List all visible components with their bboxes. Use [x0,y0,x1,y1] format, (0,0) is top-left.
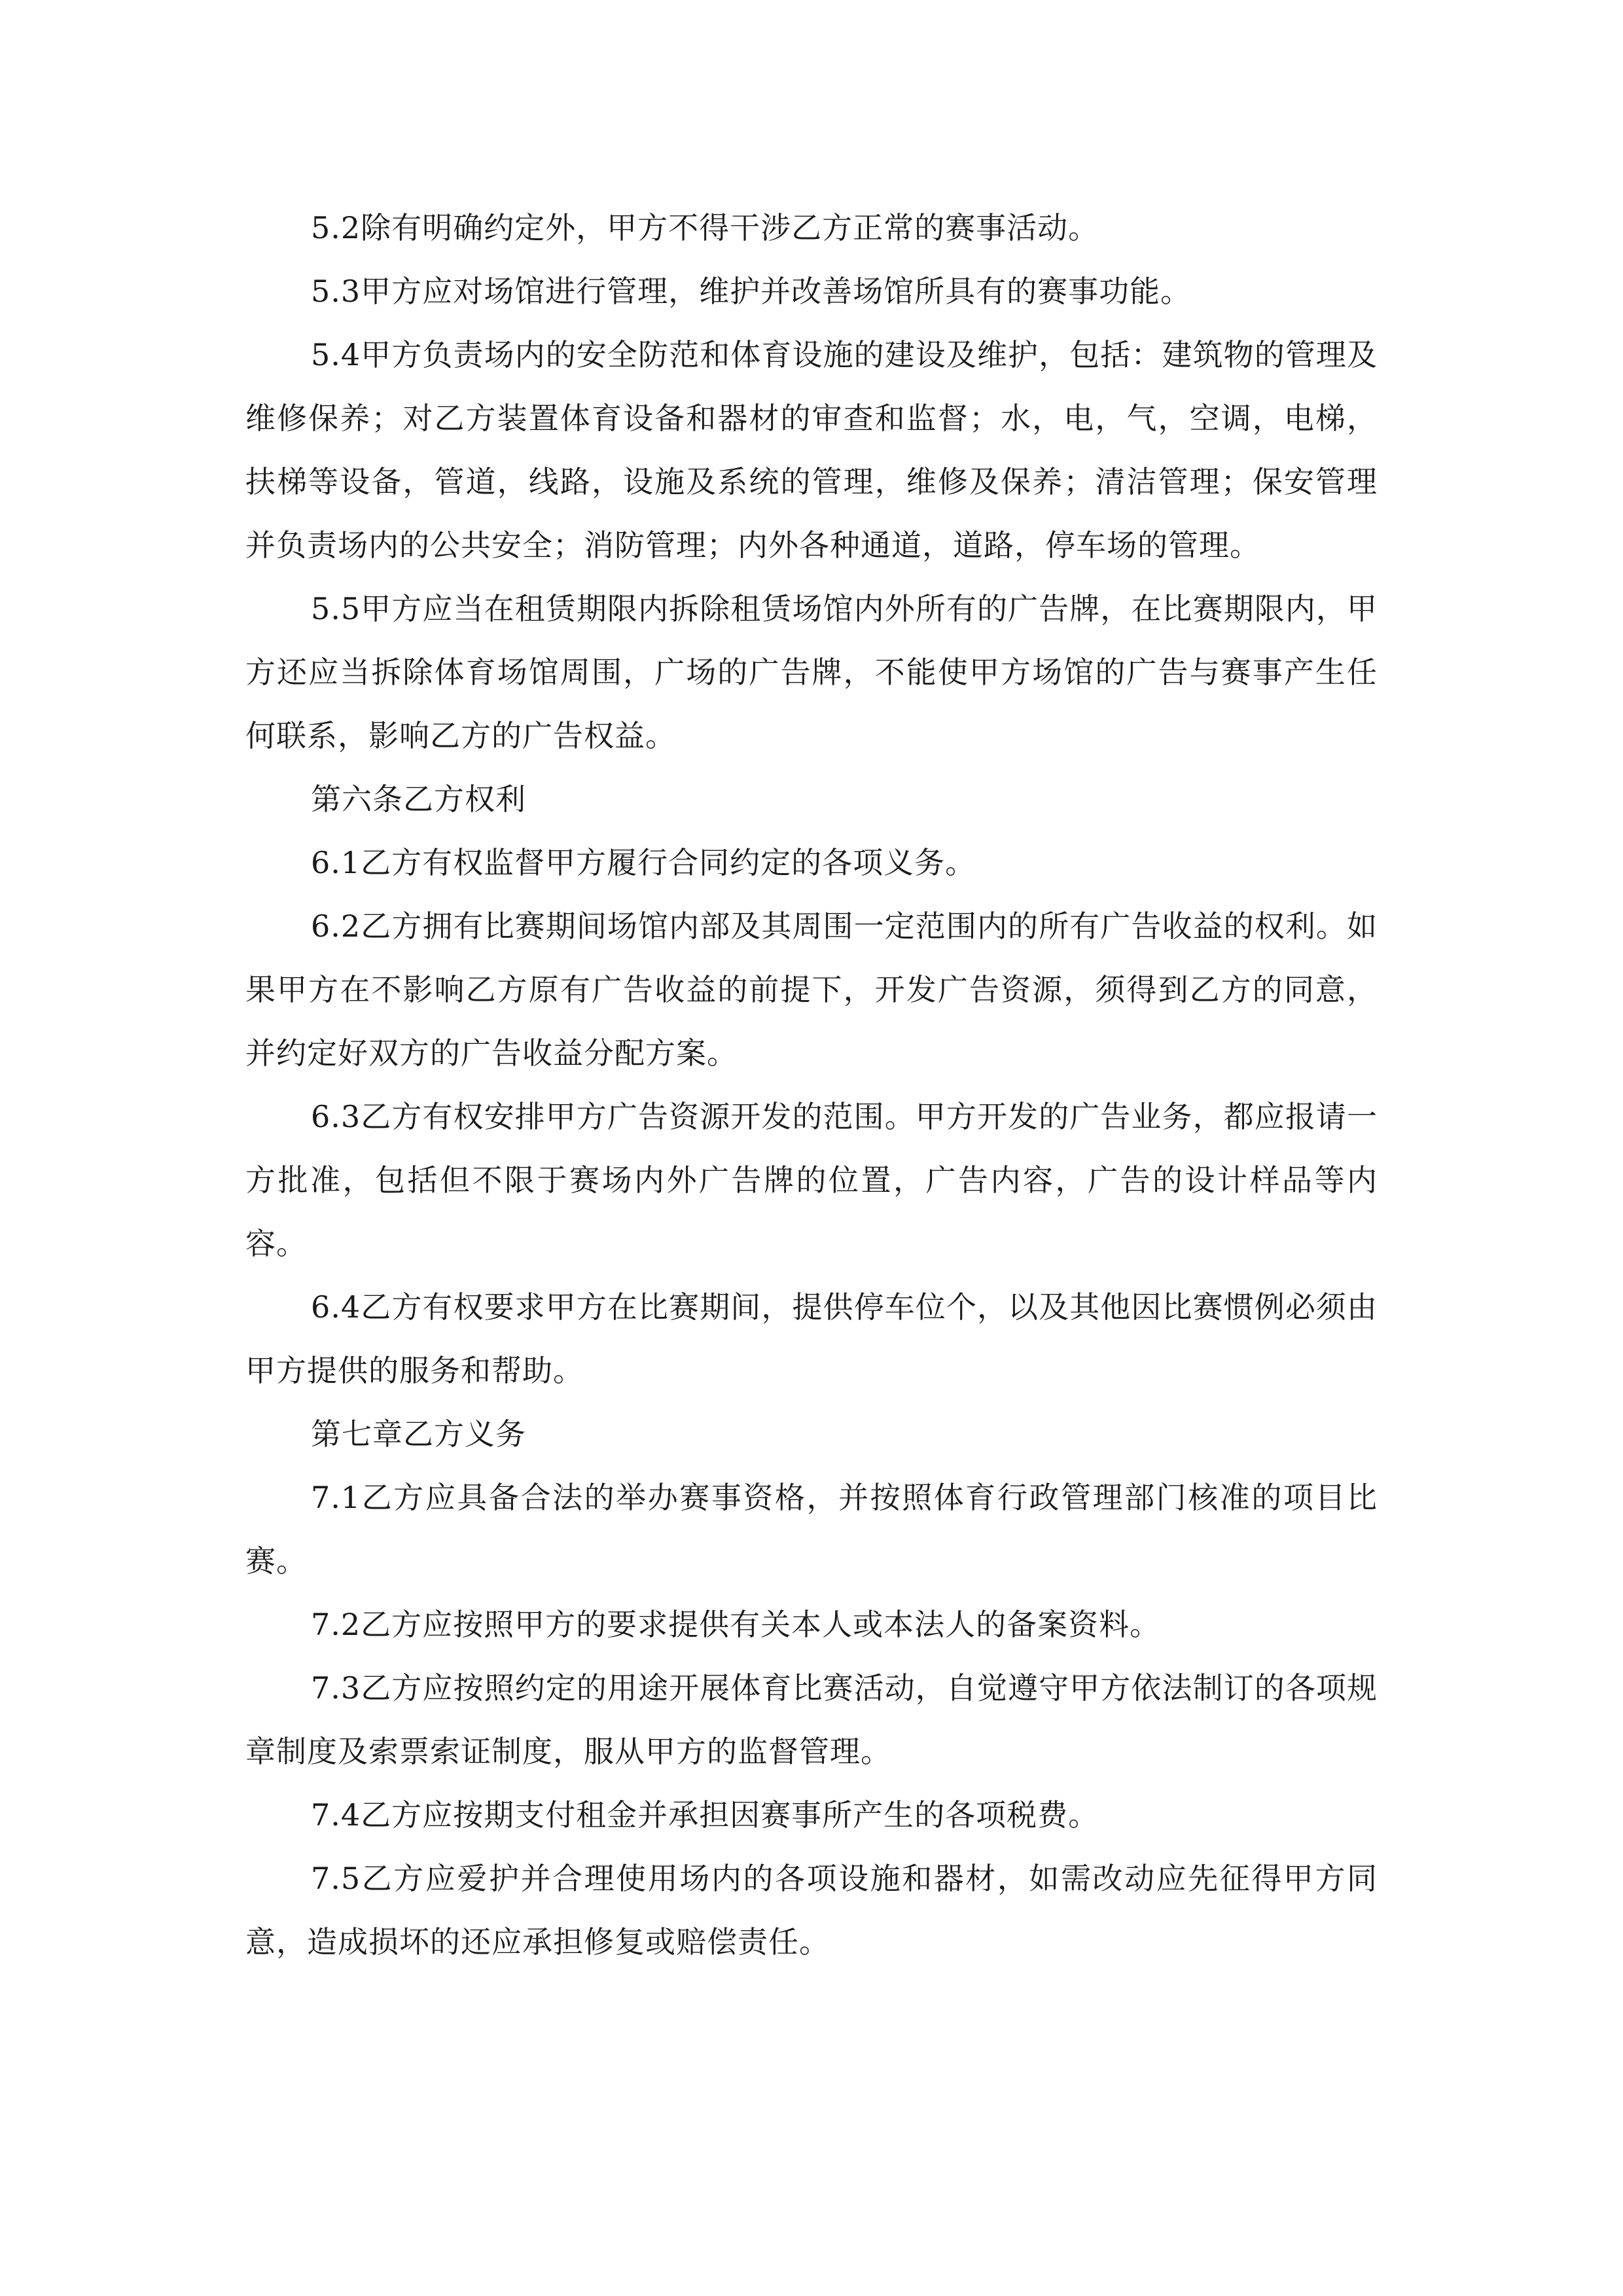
clause-6-1: 6.1乙方有权监督甲方履行合同约定的各项义务。 [311,845,976,880]
article-6-heading: 第六条乙方权利 [311,781,526,817]
clause-7-1: 7.1乙方应具备合法的举办赛事资格，并按照体育行政管理部门核准的项目比赛。 [245,1480,1378,1579]
document-body [245,196,1378,1974]
clause-5-5: 5.5甲方应当在租赁期限内拆除租赁场馆内外所有的广告牌，在比赛期限内，甲方还应当拆除体育场馆周围，广场的广告牌，不能使甲方场馆的广告与赛事产生任何联系，影响乙方的广告权益。 [245,591,1378,753]
clause-7-5: 7.5乙方应爱护并合理使用场内的各项设施和器材，如需改动应先征得甲方同意，造成损坏的还应承担修复或赔偿责任。 [245,1861,1378,1960]
clause-6-2: 6.2乙方拥有比赛期间场馆内部及其周围一定范围内的所有广告收益的权利。如果甲方在不影响乙方原有广告收益的前提下，开发广告资源，须得到乙方的同意，并约定好双方的广告收益分配方案。 [245,908,1378,1071]
clause-6-3: 6.3乙方有权安排甲方广告资源开发的范围。甲方开发的广告业务，都应报请一方批准，包括但不限于赛场内外广告牌的位置，广告内容，广告的设计样品等内容。 [245,1099,1378,1261]
clause-5-3: 5.3甲方应对场馆进行管理，维护并改善场馆所具有的赛事功能。 [311,274,1192,309]
clause-7-3: 7.3乙方应按照约定的用途开展体育比赛活动，自觉遵守甲方依法制订的各项规章制度及索票索证制度，服从甲方的监督管理。 [245,1670,1378,1769]
clause-7-2: 7.2乙方应按照甲方的要求提供有关本人或本法人的备案资料。 [311,1607,1161,1642]
clause-5-2: 5.2除有明确约定外，甲方不得干涉乙方正常的赛事活动。 [311,210,1099,245]
clause-5-4: 5.4甲方负责场内的安全防范和体育设施的建设及维护，包括：建筑物的管理及维修保养；对乙方装置体育设备和器材的审查和监督；水，电，气，空调，电梯，扶梯等设备，管道，线路，设施及系统的管理，维修及保养；清洁管理；保安管理并负责场内的公共安全；消防管理；内外各种通道，道路，停车场的管理。 [245,337,1378,563]
chapter-7-heading: 第七章乙方义务 [311,1416,526,1452]
clause-6-4: 6.4乙方有权要求甲方在比赛期间，提供停车位个，以及其他因比赛惯例必须由甲方提供的服务和帮助。 [245,1289,1378,1388]
clause-7-4: 7.4乙方应按期支付租金并承担因赛事所产生的各项税费。 [311,1797,1099,1833]
